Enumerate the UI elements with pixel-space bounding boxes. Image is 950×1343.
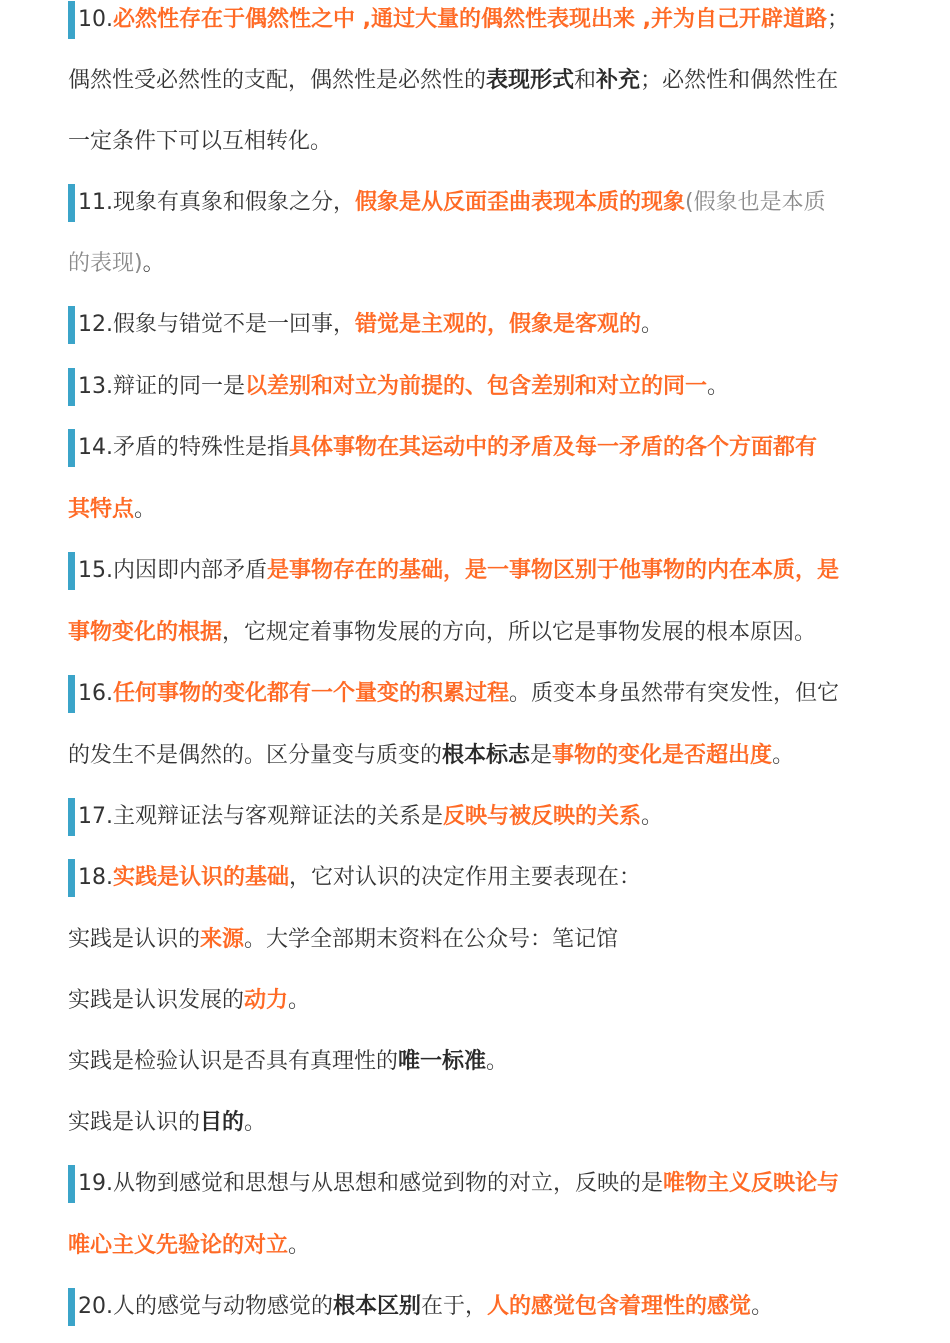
bold-term: 根本区别	[333, 1294, 422, 1319]
body-text: 主观辩证法与客观辩证法的关系是	[113, 804, 444, 829]
highlight-text: 假象是从反面歪曲表现本质的现象	[355, 190, 686, 215]
item-number: 15.	[78, 558, 113, 583]
item-10-line-2	[68, 61, 928, 101]
body-text: 偶然性受必然性的支配，偶然性是必然性的	[68, 68, 487, 93]
highlight-text: 唯物主义反映论与	[663, 1171, 840, 1196]
body-text: 现象有真象和假象之分，	[113, 190, 356, 215]
item-15-line-1	[68, 551, 938, 591]
body-text: 。	[772, 743, 795, 768]
highlight-text: 以差别和对立为前提的、包含差别和对立的同一	[245, 374, 708, 399]
item-16-line-1	[68, 674, 938, 714]
item-14-line-1	[68, 428, 938, 468]
body-text: ，它规定着事物发展的方向，所以它是事物发展的根本原因。	[222, 620, 817, 645]
body-text: 实践是认识的	[68, 927, 201, 952]
item-12-line-1	[68, 305, 938, 345]
body-text: 。	[244, 1110, 267, 1135]
body-text: 内因即内部矛盾	[113, 558, 268, 583]
item-number: 20.	[78, 1294, 113, 1319]
item-15-line-2	[68, 613, 928, 653]
body-text: 。	[142, 251, 165, 276]
bold-term: 目的	[200, 1110, 245, 1135]
item-11-line-1	[68, 183, 938, 223]
body-text: 一定条件下可以互相转化。	[68, 129, 333, 154]
item-number: 16.	[78, 681, 113, 706]
body-text: 矛盾的特殊性是指	[113, 435, 290, 460]
highlight-text: 唯心主义先验论的对立	[68, 1233, 289, 1258]
item-20-line-1	[68, 1287, 938, 1327]
item-18-point-1	[68, 920, 928, 960]
highlight-text: 事物的变化是否超出度	[552, 743, 773, 768]
highlight-text: 其特点	[68, 497, 135, 522]
item-18-point-4	[68, 1103, 928, 1143]
body-text: 。	[707, 374, 730, 399]
item-number: 10.	[78, 7, 113, 32]
body-text: 辩证的同一是	[113, 374, 246, 399]
item-10-line-3	[68, 122, 928, 162]
muted-text: 的表现)	[68, 251, 143, 276]
body-text: ；	[827, 7, 850, 32]
item-11-line-2	[68, 244, 928, 284]
item-18-point-3	[68, 1042, 928, 1082]
item-number: 18.	[78, 865, 113, 890]
item-10-line-1	[68, 0, 938, 40]
body-text: 。	[641, 312, 664, 337]
highlight-text: 动力	[244, 988, 289, 1013]
body-text: ，它对认识的决定作用主要表现在：	[289, 865, 642, 890]
body-text: 在于，	[421, 1294, 488, 1319]
body-text: 。	[134, 497, 157, 522]
body-text: 。质变本身虽然带有突发性，但它	[509, 681, 840, 706]
muted-text: (假象也是本质	[685, 190, 826, 215]
highlight-text: 事物变化的根据	[68, 620, 223, 645]
item-17-line-1	[68, 797, 938, 837]
body-text: 实践是认识的	[68, 1110, 201, 1135]
item-18-point-2	[68, 981, 928, 1021]
item-number: 12.	[78, 312, 113, 337]
item-19-line-2	[68, 1226, 928, 1266]
highlight-text: 实践是认识的基础	[113, 865, 290, 890]
item-number: 11.	[78, 190, 113, 215]
body-text: 。大学全部期末资料在公众号：笔记馆	[244, 927, 619, 952]
body-text: 。	[486, 1049, 509, 1074]
body-text: 。	[641, 804, 664, 829]
item-number: 17.	[78, 804, 113, 829]
highlight-text: 任何事物的变化都有一个量变的积累过程	[113, 681, 510, 706]
body-text: 假象与错觉不是一回事，	[113, 312, 356, 337]
highlight-text: 具体事物在其运动中的矛盾及每一矛盾的各个方面都有	[289, 435, 818, 460]
bold-term: 根本标志	[442, 743, 531, 768]
body-text: 和	[574, 68, 597, 93]
bold-term: 唯一标准	[398, 1049, 487, 1074]
item-18-line-1	[68, 858, 938, 898]
highlight-text: 人的感觉包含着理性的感觉	[487, 1294, 752, 1319]
bold-term: 表现形式	[486, 68, 575, 93]
highlight-text: 来源	[200, 927, 245, 952]
highlight-text: 反映与被反映的关系	[443, 804, 642, 829]
item-number: 19.	[78, 1171, 113, 1196]
item-16-line-2	[68, 736, 928, 776]
item-number: 14.	[78, 435, 113, 460]
body-text: 是	[530, 743, 553, 768]
body-text: 实践是检验认识是否具有真理性的	[68, 1049, 399, 1074]
body-text: 。	[288, 988, 311, 1013]
body-text: 的发生不是偶然的。区分量变与质变的	[68, 743, 443, 768]
highlight-text: 是事物存在的基础，是一事物区别于他事物的内在本质，是	[267, 558, 840, 583]
body-text: 。	[288, 1233, 311, 1258]
body-text: 从物到感觉和思想与从思想和感觉到物的对立，反映的是	[113, 1171, 664, 1196]
body-text: 实践是认识发展的	[68, 988, 245, 1013]
bold-term: 补充	[596, 68, 641, 93]
body-text: ；必然性和偶然性在	[640, 68, 839, 93]
body-text: 。	[751, 1294, 774, 1319]
item-19-line-1	[68, 1164, 938, 1204]
item-14-line-2	[68, 490, 928, 530]
highlight-text: 错觉是主观的，假象是客观的	[355, 312, 642, 337]
item-number: 13.	[78, 374, 113, 399]
body-text: 人的感觉与动物感觉的	[113, 1294, 334, 1319]
item-13-line-1	[68, 367, 938, 407]
highlight-text: 必然性存在于偶然性之中 ,通过大量的偶然性表现出来 ,并为自己开辟道路	[113, 7, 828, 32]
